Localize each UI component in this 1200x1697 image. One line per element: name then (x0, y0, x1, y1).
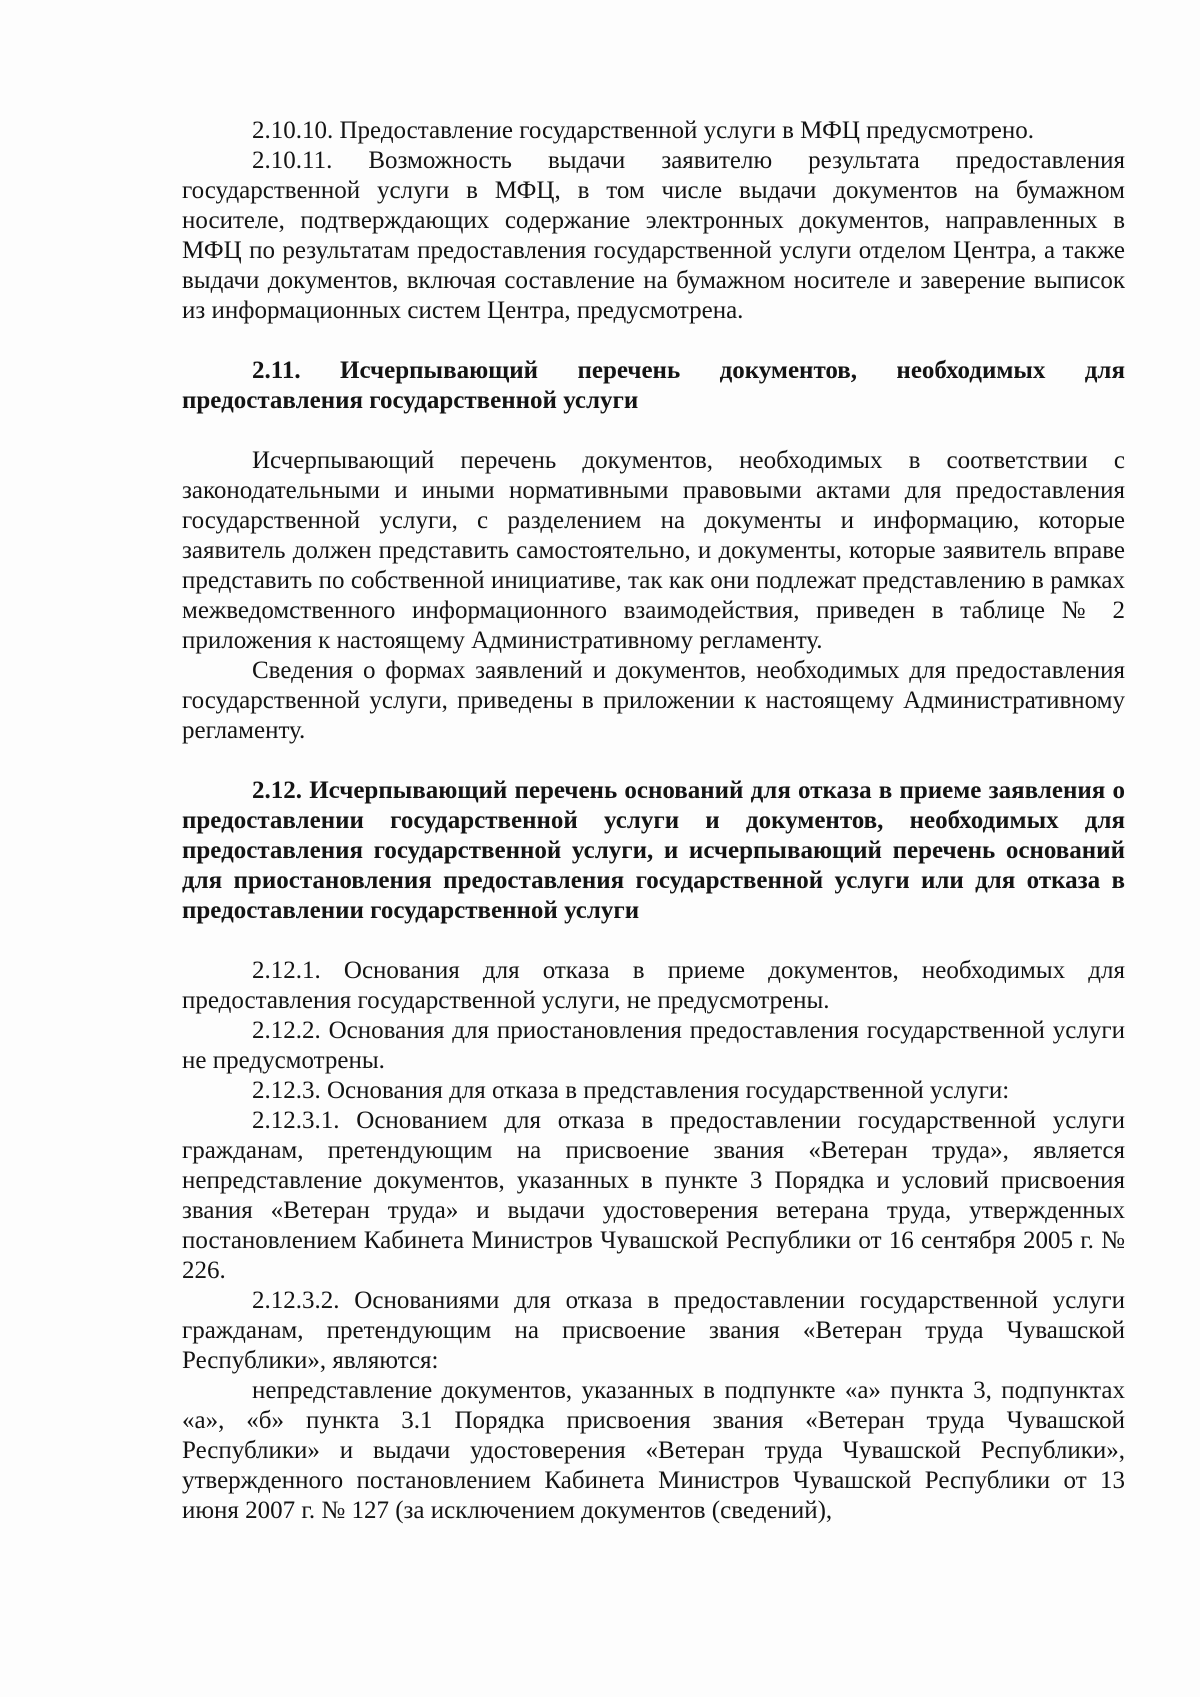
paragraph-2-12-3-1: 2.12.3.1. Основанием для отказа в предоставлении государственной услуги гражданам, претендующим на присвоение звания «Ветеран труда», является непредставление документов, указанных в пункте 3 Порядка и условий присвоения звания «Ветеран труда» и выдачи удостоверения ветерана труда, утвержденных постановлением Кабинета Министров Чувашской Республики от 16 сентября 2005 г. № 226. (182, 1107, 1125, 1284)
paragraph-2-12-1: 2.12.1. Основания для отказа в приеме документов, необходимых для предоставления государственной услуги, не предусмотрены. (182, 957, 1125, 1014)
paragraph-forms-info: Сведения о формах заявлений и документов, необходимых для предоставления государственной услуги, приведены в приложении к настоящему Административному регламенту. (182, 657, 1125, 744)
paragraph-2-12-2: 2.12.2. Основания для приостановления предоставления государственной услуги не предусмотрены. (182, 1017, 1125, 1074)
paragraph-2-12-3: 2.12.3. Основания для отказа в представления государственной услуги: (252, 1077, 1010, 1104)
paragraph-2-10-11: 2.10.11. Возможность выдачи заявителю результата предоставления государственной услуги в МФЦ, в том числе выдачи документов на бумажном носителе, подтверждающих содержание электронных документов, направленных в МФЦ по результатам предоставления государственной услуги отделом Центра, а также выдачи документов, включая составление на бумажном носителе и заверение выписок из информационных систем Центра, предусмотрена. (182, 147, 1125, 324)
heading-2-12: 2.12. Исчерпывающий перечень оснований для отказа в приеме заявления о предоставлении государственной услуги и документов, необходимых для предоставления государственной услуги, и исчерпывающий перечень оснований для приостановления предоставления государственной услуги или для отказа в предоставлении государственной услуги (182, 777, 1125, 924)
document-body (182, 116, 1125, 1526)
section-gap (182, 416, 1125, 446)
heading-2-11: 2.11. Исчерпывающий перечень документов, необходимых для предоставления государственной услуги (182, 357, 1125, 414)
section-gap (182, 926, 1125, 956)
paragraph-2-10-10: 2.10.10. Предоставление государственной услуги в МФЦ предусмотрено. (252, 117, 1035, 144)
paragraph-non-submission: непредставление документов, указанных в подпункте «а» пункта 3, подпунктах «а», «б» пункта 3.1 Порядка присвоения звания «Ветеран труда Чувашской Республики» и выдачи удостоверения «Ветеран труда Чувашской Республики», утвержденного постановлением Кабинета Министров Чувашской Республики от 13 июня 2007 г. № 127 (за исключением документов (сведений), (182, 1377, 1125, 1524)
section-gap (182, 326, 1125, 356)
paragraph-2-12-3-2: 2.12.3.2. Основаниями для отказа в предоставлении государственной услуги гражданам, претендующим на присвоение звания «Ветеран труда Чувашской Республики», являются: (182, 1287, 1125, 1374)
section-gap (182, 746, 1125, 776)
paragraph-documents-list: Исчерпывающий перечень документов, необходимых в соответствии с законодательными и иными нормативными правовыми актами для предоставления государственной услуги, с разделением на документы и информацию, которые заявитель должен представить самостоятельно, и документы, которые заявитель вправе представить по собственной инициативе, так как они подлежат представлению в рамках межведомственного информационного взаимодействия, приведен в таблице № 2 приложения к настоящему Административному регламенту. (182, 447, 1125, 654)
